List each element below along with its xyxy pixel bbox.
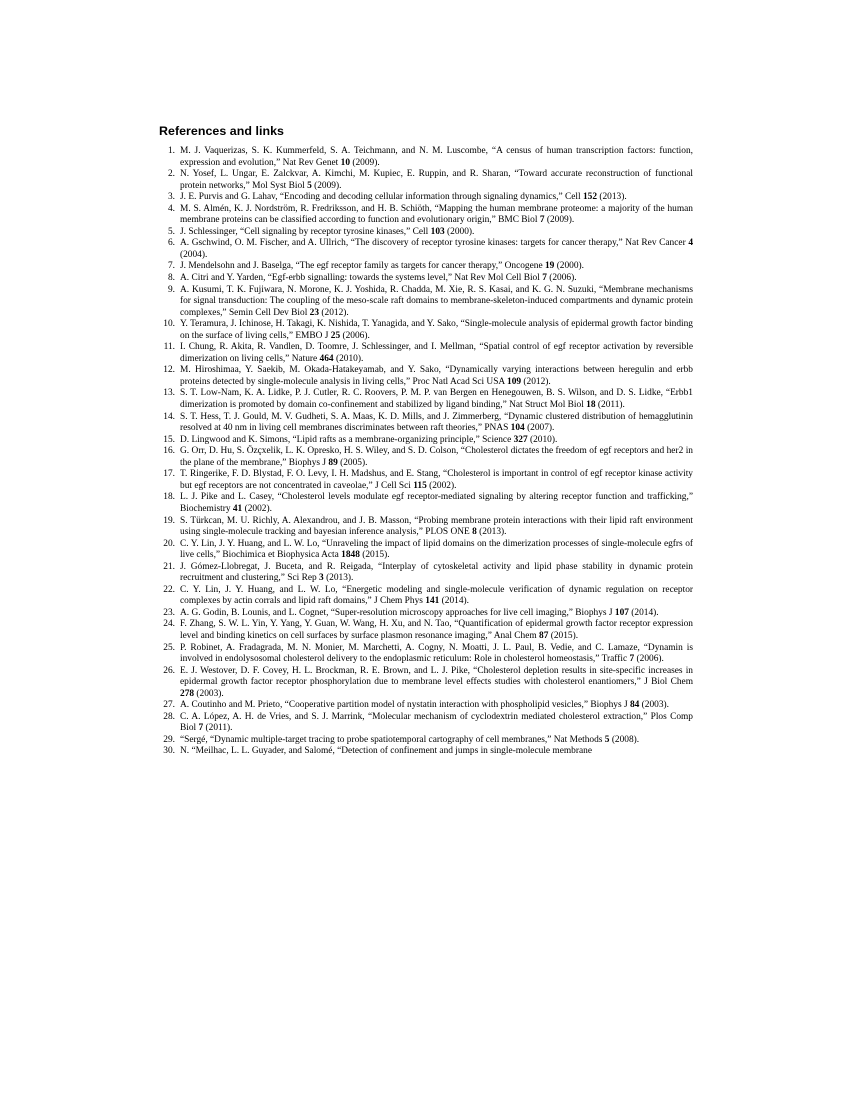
reference-number: 15. (163, 434, 175, 445)
reference-entry (159, 746, 693, 758)
reference-number: 5. (167, 226, 175, 237)
reference-number: 13. (163, 388, 175, 399)
reference-entry (159, 619, 693, 642)
reference-entry (159, 238, 693, 261)
reference-number: 28. (163, 711, 175, 722)
reference-entry (159, 585, 693, 608)
reference-entry (159, 666, 693, 701)
reference-entry (159, 365, 693, 388)
section-title: References and links (159, 124, 284, 138)
reference-text: S. Türkcan, M. U. Richly, A. Alexandrou, and J. B. Masson, “Probing membrane protein interactions with their lipid raft environment using single-molecule tracking and bayesian inference analysis,” PLOS ONE 8 (2013). (180, 515, 693, 538)
reference-entry (159, 608, 693, 620)
reference-number: 11. (163, 342, 175, 353)
reference-text: C. Y. Lin, J. Y. Huang, and L. W. Lo, “Unraveling the impact of lipid domains on the dimerization processes of single-molecule egfrs of live cells,” Biochimica et Biophysica Acta 1848 (2015). (180, 538, 693, 561)
reference-number: 29. (163, 734, 175, 745)
reference-entry (159, 712, 693, 735)
reference-text: A. Kusumi, T. K. Fujiwara, N. Morone, K. J. Yoshida, R. Chadda, M. Xie, R. S. Kasai, and K. G. N. Suzuki, “Membrane mechanisms for signal transduction: The coupling of the meso-scale raft domains to membrane-skeleton-induced compartments and dynamic protein complexes,” Semin Cell Dev Biol 23 (2012). (180, 284, 693, 318)
reference-number: 8. (167, 273, 175, 284)
reference-number: 12. (163, 365, 175, 376)
reference-number: 30. (163, 746, 175, 757)
reference-text: J. Schlessinger, “Cell signaling by receptor tyrosine kinases,” Cell 103 (2000). (180, 226, 475, 237)
reference-number: 26. (163, 665, 175, 676)
reference-number: 3. (167, 192, 175, 203)
reference-number: 20. (163, 538, 175, 549)
reference-text: E. J. Westover, D. F. Covey, H. L. Brockman, R. E. Brown, and L. J. Pike, “Cholesterol depletion results in site-specific increases in epidermal growth factor receptor phosphorylation due to membrane level effects studies with cholesterol enantiomers,” J Biol Chem 278 (2003). (180, 665, 693, 699)
reference-number: 27. (163, 700, 175, 711)
reference-entry (159, 446, 693, 469)
reference-entry (159, 643, 693, 666)
reference-number: 24. (163, 619, 175, 630)
reference-text: S. T. Hess, T. J. Gould, M. V. Gudheti, S. A. Maas, K. D. Mills, and J. Zimmerberg, “Dynamic clustered distribution of hemagglutinin resolved at 40 nm in living cell membranes discriminates between raft theories,” PNAS 104 (2007). (180, 411, 693, 434)
reference-entry (159, 469, 693, 492)
reference-number: 2. (167, 169, 175, 180)
reference-text: S. T. Low-Nam, K. A. Lidke, P. J. Cutler, R. C. Roovers, P. M. P. van Bergen en Henegouwen, B. S. Wilson, and D. S. Lidke, “Erbb1 dimerization is promoted by domain co-confinement and stabilized by ligand binding,” Nat Struct Mol Biol 18 (2011). (180, 388, 693, 411)
reference-text: G. Orr, D. Hu, S. Özçxelik, L. K. Opresko, H. S. Wiley, and S. D. Colson, “Cholesterol dictates the freedom of egf receptors and her2 in the plane of the membrane,” Biophys J 89 (2005). (180, 446, 693, 468)
reference-entry (159, 146, 693, 169)
reference-number: 6. (167, 238, 175, 249)
reference-text: A. Gschwind, O. M. Fischer, and A. Ullrich, “The discovery of receptor tyrosine kinases: targets for cancer therapy,” Nat Rev Cancer 4 (2004). (180, 238, 693, 260)
reference-number: 18. (163, 492, 175, 503)
reference-number: 14. (163, 411, 175, 422)
reference-entry (159, 562, 693, 585)
reference-text: F. Zhang, S. W. L. Yin, Y. Yang, Y. Guan, W. Wang, H. Xu, and N. Tao, “Quantification of epidermal growth factor receptor expression level and binding kinetics on cell surfaces by surface plasmon resonance imaging,” Anal Chem 87 (2015). (180, 619, 693, 641)
reference-number: 4. (167, 203, 175, 214)
reference-number: 22. (163, 584, 175, 595)
reference-text: M. Hiroshimaa, Y. Saekib, M. Okada-Hatakeyamab, and Y. Sako, “Dynamically varying interactions between heregulin and erbb proteins detected by single-molecule analysis in living cells,” Proc Natl Acad Sci USA 109 (2012). (180, 365, 693, 387)
reference-entry (159, 192, 693, 204)
reference-text: “Sergé, “Dynamic multiple-target tracing to probe spatiotemporal cartography of cell membranes,” Nat Methods 5 (2008). (180, 734, 640, 745)
reference-entry (159, 319, 693, 342)
reference-entry (159, 261, 693, 273)
reference-entry (159, 273, 693, 285)
reference-entry (159, 735, 693, 747)
reference-entry (159, 169, 693, 192)
reference-text: I. Chung, R. Akita, R. Vandlen, D. Toomre, J. Schlessinger, and I. Mellman, “Spatial control of egf receptor activation by reversible dimerization on living cells,” Nature 464 (2010). (180, 342, 693, 364)
reference-list (159, 146, 693, 758)
reference-number: 25. (163, 642, 175, 653)
reference-entry (159, 539, 693, 562)
reference-text: M. J. Vaquerizas, S. K. Kummerfeld, S. A. Teichmann, and N. M. Luscombe, “A census of human transcription factors: function, expression and evolution,” Nat Rev Genet 10 (2009). (180, 146, 693, 168)
reference-text: J. Gómez-Llobregat, J. Buceta, and R. Reigada, “Interplay of cytoskeletal activity and lipid phase stability in dynamic protein recruitment and clustering,” Sci Rep 3 (2013). (180, 561, 693, 584)
reference-entry (159, 412, 693, 435)
reference-entry (159, 342, 693, 365)
reference-text: A. Citri and Y. Yarden, “Egf-erbb signalling: towards the systems level,” Nat Rev Mol Cell Biol 7 (2006). (180, 273, 577, 284)
reference-number: 17. (163, 469, 175, 480)
reference-text: N. Yosef, L. Ungar, E. Zalckvar, A. Kimchi, M. Kupiec, E. Ruppin, and R. Sharan, “Toward accurate reconstruction of functional protein networks,” Mol Syst Biol 5 (2009). (180, 169, 693, 191)
reference-number: 9. (167, 284, 175, 295)
reference-text: T. Ringerike, F. D. Blystad, F. O. Levy, I. H. Madshus, and E. Stang, “Cholesterol is important in control of egf receptor kinase activity but egf receptors are not concentrated in caveolae,” J Cell Sci 115 (2002). (180, 469, 693, 491)
reference-number: 19. (163, 515, 175, 526)
reference-text: P. Robinet, A. Fradagrada, M. N. Monier, M. Marchetti, A. Cogny, N. Moatti, J. L. Paul, B. Vedie, and C. Lamaze, “Dynamin is involved in endolysosomal cholesterol delivery to the endoplasmic reticulum: Role in cholesterol homeostasis,” Traffic 7 (2006). (180, 642, 693, 665)
reference-text: J. Mendelsohn and J. Baselga, “The egf receptor family as targets for cancer therapy,” Oncogene 19 (2000). (180, 261, 585, 272)
reference-text: C. Y. Lin, J. Y. Huang, and L. W. Lo, “Energetic modeling and single-molecule verification of dynamic regulation on receptor complexes by actin corrals and lipid raft domains,” J Chem Phys 141 (2014). (180, 584, 693, 607)
reference-text: Y. Teramura, J. Ichinose, H. Takagi, K. Nishida, T. Yanagida, and Y. Sako, “Single-molecule analysis of epidermal growth factor binding on the surface of living cells,” EMBO J 25 (2006). (180, 319, 693, 341)
reference-entry (159, 516, 693, 539)
reference-text: J. E. Purvis and G. Lahav, “Encoding and decoding cellular information through signaling dynamics,” Cell 152 (2013). (180, 192, 627, 203)
reference-number: 21. (163, 561, 175, 572)
reference-text: A. Coutinho and M. Prieto, “Cooperative partition model of nystatin interaction with phospholipid vesicles,” Biophys J 84 (2003). (180, 700, 670, 711)
references-section (159, 124, 693, 758)
reference-entry (159, 388, 693, 411)
reference-number: 10. (163, 319, 175, 330)
reference-text: L. J. Pike and L. Casey, “Cholesterol levels modulate egf receptor-mediated signaling by altering receptor function and trafficking,” Biochemistry 41 (2002). (180, 492, 693, 514)
reference-text: C. A. López, A. H. de Vries, and S. J. Marrink, “Molecular mechanism of cyclodextrin mediated cholesterol extraction,” Plos Comp Biol 7 (2011). (180, 711, 693, 734)
reference-entry (159, 492, 693, 515)
reference-text: D. Lingwood and K. Simons, “Lipid rafts as a membrane-organizing principle,” Science 327 (2010). (180, 434, 558, 445)
reference-number: 1. (167, 146, 175, 156)
reference-text: A. G. Godin, B. Lounis, and L. Cognet, “Super-resolution microscopy approaches for live cell imaging,” Biophys J 107 (2014). (180, 607, 659, 618)
reference-entry (159, 204, 693, 227)
reference-number: 23. (163, 607, 175, 618)
reference-number: 16. (163, 446, 175, 457)
reference-entry (159, 227, 693, 239)
reference-entry (159, 435, 693, 447)
reference-entry (159, 700, 693, 712)
reference-number: 7. (167, 261, 175, 272)
reference-text: M. S. Almén, K. J. Nordström, R. Fredriksson, and H. B. Schiöth, “Mapping the human membrane proteome: a majority of the human membrane proteins can be classified according to function and evolutionary origin,” BMC Biol 7 (2009). (180, 203, 693, 226)
reference-text: N. “Meilhac, L. L. Guyader, and Salomé, “Detection of confinement and jumps in single-molecule membrane (180, 746, 592, 757)
reference-entry (159, 285, 693, 320)
